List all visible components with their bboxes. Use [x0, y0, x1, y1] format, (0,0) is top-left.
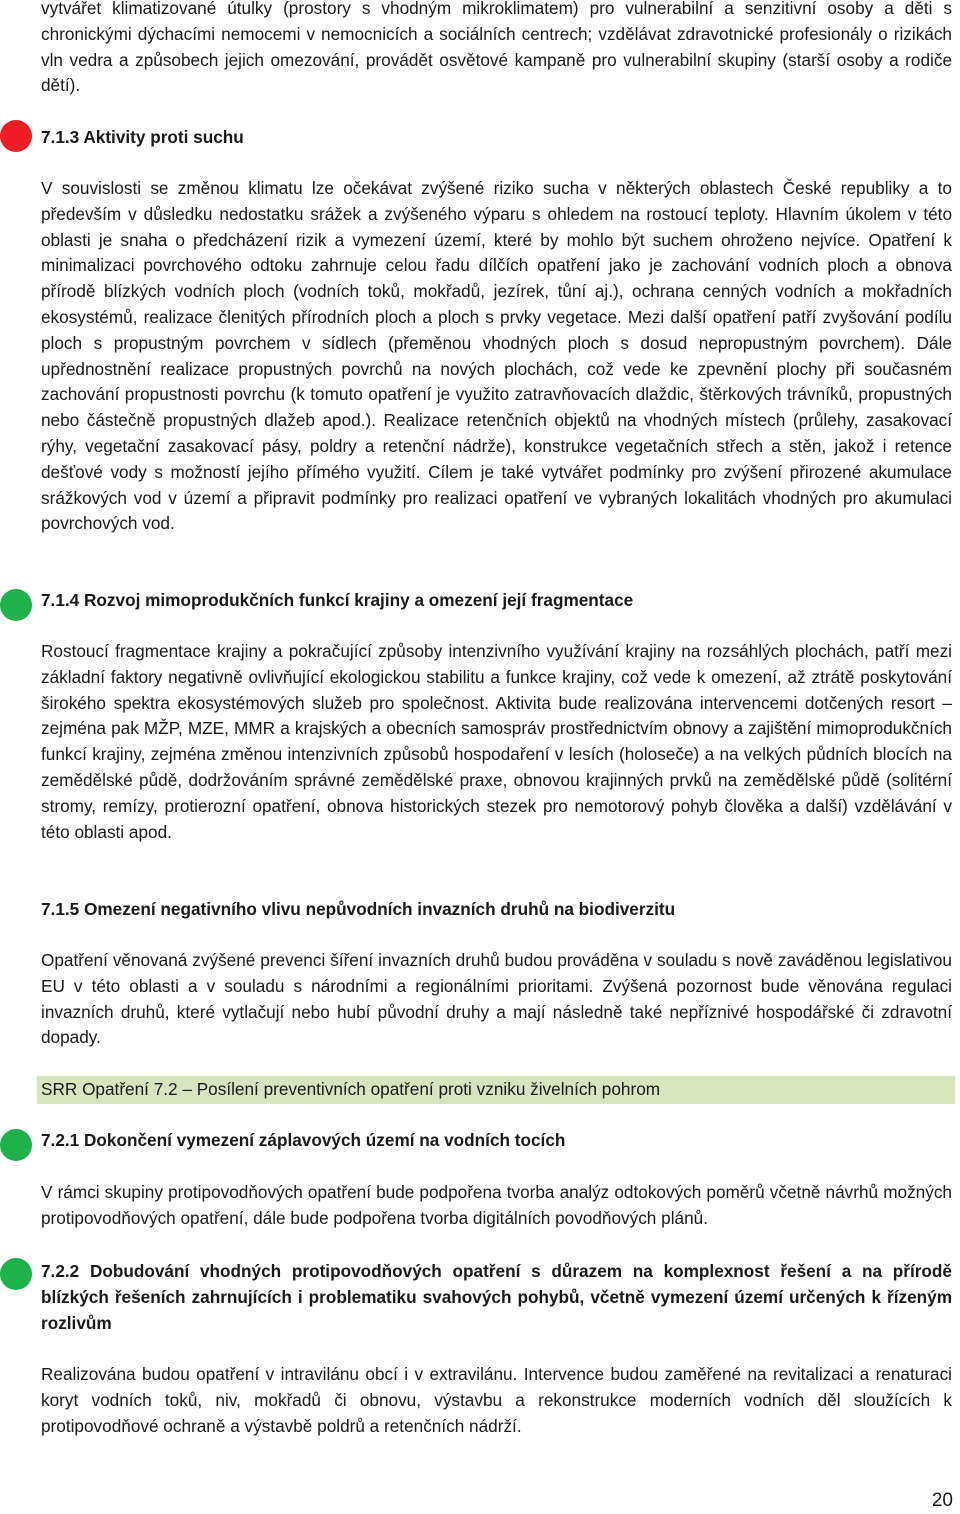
status-dot-green [0, 1129, 32, 1161]
section-7-1-3-body [41, 176, 952, 537]
status-dot-green [0, 1258, 32, 1290]
section-7-1-5 [41, 897, 952, 923]
measure-banner-label: SRR Opatření 7.2 – Posílení preventivních opatření proti vzniku živelních pohrom [41, 1079, 661, 1099]
section-paragraph: V rámci skupiny protipovodňových opatření bude podpořena tvorba analýz odtokových poměrů včetně návrhů možných protipovodňových opatření, dále bude podpořena tvorba digitálních povodňových plánů. [41, 1182, 952, 1228]
intro-paragraph-block [41, 0, 952, 99]
section-heading: 7.2.1 Dokončení vymezení záplavových území na vodních tocích [41, 1130, 566, 1150]
section-7-1-3 [41, 125, 952, 151]
section-7-2-2-body [41, 1362, 952, 1439]
measure-banner [37, 1076, 955, 1104]
section-7-1-4 [41, 588, 952, 614]
section-7-2-1 [41, 1128, 952, 1154]
section-heading: 7.2.2 Dobudování vhodných protipovodňových opatření s důrazem na komplexnost řešení a na přírodě blízkých řešeních zahrnujících i problematiku svahových pohybů, včetně vymezení území určených k řízeným rozlivům [41, 1261, 952, 1333]
section-7-1-4-body [41, 639, 952, 845]
section-7-2-2 [41, 1259, 952, 1336]
section-heading: 7.1.5 Omezení negativního vlivu nepůvodních invazních druhů na biodiverzitu [41, 899, 676, 919]
intro-paragraph: vytvářet klimatizované útulky (prostory s vhodným mikroklimatem) pro vulnerabilní a senzitivní osoby a děti s chronickými dýchacími nemocemi v nemocnicích a sociálních centrech; vzdělávat zdravotnické profesionály o rizikách vln vedra a způsobech jejich omezování, provádět osvětové kampaně pro vulnerabilní skupiny (starší osoby a rodiče dětí). [41, 0, 952, 96]
section-paragraph: Opatření věnovaná zvýšené prevenci šíření invazních druhů budou prováděna v souladu s nově zaváděnou legislativou EU v této oblasti a v souladu s národními a regionálními prioritami. Zvýšená pozornost bude věnována regulaci invazních druhů, které vytlačují nebo hubí původní druhy a mají následně také nepříznivé hospodářské či zdravotní dopady. [41, 950, 952, 1048]
section-7-2-1-body [41, 1180, 952, 1232]
section-paragraph: Rostoucí fragmentace krajiny a pokračující způsoby intenzivního využívání krajiny na rozsáhlých plochách, patří mezi základní faktory negativně ovlivňující ekologickou stabilitu a funkce krajiny, což vede k omezení, až ztrátě poskytování širokého spektra ekosystémových služeb pro společnost. Aktivita bude realizována intervencemi dotčených resort – zejména pak MŽP, MZE, MMR a krajských a obecních samospráv prostřednictvím obnovy a zajištění mimoprodukčních funkcí krajiny, zejména změnou intenzivních způsobů hospodaření v lesích (holoseče) a na velkých půdních blocích na zemědělské půdě, dodržováním správné zemědělské praxe, obnovou krajinných prvků na zemědělské půdě (solitérní stromy, remízy, protierozní opatření, obnova historických stezek pro nemotorový pohyb člověka a další) vzdělávání v této oblasti apod. [41, 641, 952, 842]
section-heading: 7.1.4 Rozvoj mimoprodukčních funkcí krajiny a omezení její fragmentace [41, 590, 634, 610]
section-heading: 7.1.3 Aktivity proti suchu [41, 127, 244, 147]
status-dot-red [0, 120, 32, 152]
page-number: 20 [931, 1490, 953, 1511]
section-paragraph: V souvislosti se změnou klimatu lze očekávat zvýšené riziko sucha v některých oblastech České republiky a to především v důsledku nedostatku srážek a zvýšeného výparu s ohledem na rostoucí teploty. Hlavním úkolem v této oblasti je snaha o předcházení rizik a vymezení území, které by mohlo být suchem ohroženo nejvíce. Opatření k minimalizaci povrchového odtoku zahrnuje celou řadu dílčích opatření jako je zachování vodních ploch a obnova přírodě blízkých vodních ploch (vodních toků, mokřadů, jezírek, tůní aj.), ochrana cenných vodních a mokřadních ekosystémů, realizace členitých přírodních ploch a ploch s prvky vegetace. Mezi další opatření patří zvyšování podílu ploch s propustným povrchem v sídlech (přeměnou vhodných ploch s dosud nepropustným povrchem). Dále upřednostnění realizace propustných povrchů na nových plochách, což vede ke zpevnění plochy při současném zachování propustnosti povrchu (k tomuto opatření je využito zatravňovacích dlaždic, štěrkových trávníků, propustných nebo částečně propustných dlažeb apod.). Realizace retenčních objektů na vhodných místech (průlehy, zasakovací rýhy, vegetační zasakovací pásy, poldry a retenční nádrže), konstrukce vegetačních střech a stěn, jakož i retence dešťové vody s možností jejího přímého využití. Cílem je také vytvářet podmínky pro zvýšení přirozené akumulace srážkových vod v území a připravit podmínky pro realizaci opatření ve vybraných lokalitách vhodných pro akumulaci povrchových vod. [41, 178, 952, 534]
section-paragraph: Realizována budou opatření v intravilánu obcí i v extravilánu. Intervence budou zaměřené na revitalizaci a renaturaci koryt vodních toků, niv, mokřadů či obnovu, výstavbu a rekonstrukce moderních vodních děl sloužících k protipovodňové ochraně a výstavbě poldrů a retenčních nádrží. [41, 1364, 952, 1436]
section-7-1-5-body [41, 948, 952, 1051]
status-dot-green [0, 589, 32, 621]
